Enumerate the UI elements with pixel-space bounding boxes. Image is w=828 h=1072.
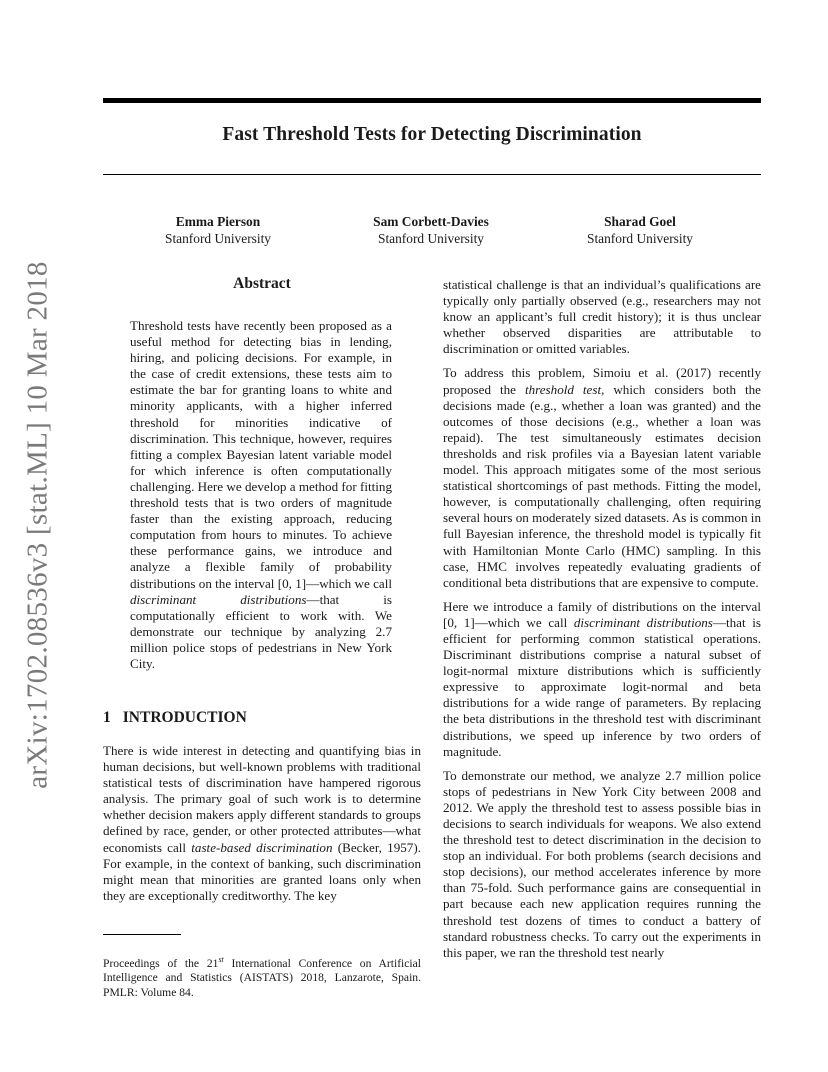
footnote-text: Proceedings of the 21: [103, 956, 219, 970]
paragraph: statistical challenge is that an individual’s qualifications are typically only partially observed (e.g., researchers may not know an applicant’s full credit history); it is thus unclear whether observed disparities are attributable to discrimination or omitted variables.: [443, 277, 761, 357]
footnote-rule: [103, 934, 181, 935]
footnote: [103, 953, 421, 1000]
arxiv-stamp: arXiv:1702.08536v3 [stat.ML] 10 Mar 2018: [21, 261, 54, 789]
paragraph-text: , which considers both the decisions made (e.g., whether a loan was granted) and the outcomes of those decisions (e.g., whether a loan was repaid). The test simultaneously estimates decision thresholds and risk profiles via a Bayesian latent variable model. This approach mitigates some of the most serious statistical shortcomings of past methods. Fitting the model, however, is computationally challenging, often requiring several hours on moderately sized datasets. As is common in full Bayesian inference, the threshold model is typically fit with Hamiltonian Monte Carlo (HMC) sampling. In this case, HMC involves repeatedly evaluating gradients of conditional beta distributions that are expensive to compute.: [443, 381, 761, 590]
author-affiliation: Stanford University: [587, 231, 693, 246]
paragraph-text: —that is efficient for performing common statistical operations. Discriminant distributions comprise a natural subset of logit-normal mixture distributions which is sufficiently expressive to approximate logit-normal and beta distributions for a wide range of parameters. By replacing the beta distributions in the threshold test with discriminant distributions, we speed up inference by two orders of magnitude.: [443, 614, 761, 759]
paper-title: Fast Threshold Tests for Detecting Discrimination: [222, 124, 642, 145]
author-block: [321, 213, 541, 247]
intro-text: There is wide interest in detecting and quantifying bias in human decisions, but well-known problems with traditional statistical tests of discrimination have hampered rigorous analysis. The primary goal of such work is to determine whether decision makers apply different standards to groups defined by race, gender, or other protected attributes—what economists call: [103, 743, 421, 855]
author-block: [108, 213, 328, 247]
author-name: Sam Corbett-Davies: [373, 214, 489, 229]
right-column: [443, 277, 761, 969]
intro-text: (Becker, 1957). For example, in the context of banking, such discrimination might mean that minorities are granted loans only when they are exceptionally creditworthy. The key: [103, 839, 421, 903]
abstract-text: —that is computationally efficient to work with. We demonstrate our technique by analyzing 2.7 million police stops of pedestrians in New York City.: [130, 591, 392, 671]
abstract-body: [130, 318, 392, 672]
paragraph: [443, 365, 761, 590]
author-affiliation: Stanford University: [378, 231, 484, 246]
paragraph: To demonstrate our method, we analyze 2.7 million police stops of pedestrians in New York City between 2008 and 2012. We apply the threshold test to assess possible bias in decisions to search individuals for weapons. We also extend the threshold test to detect discrimination in the decision to stop an individual. For both problems (search decisions and stop decisions), our method accelerates inference by more than 75-fold. Such performance gains are consequential in part because each new application requires running the threshold test dozens of times to conduct a battery of standard robustness checks. To carry out the experiments in this paper, we ran the threshold test nearly: [443, 767, 761, 960]
abstract-heading: Abstract: [233, 275, 291, 292]
abstract-emphasis: discriminant distributions: [130, 591, 307, 607]
section-title: INTRODUCTION: [122, 709, 247, 726]
author-block: [530, 213, 750, 247]
footnote-superscript: st: [218, 955, 224, 964]
paragraph: [443, 599, 761, 760]
bottom-title-rule: [103, 174, 761, 175]
author-affiliation: Stanford University: [165, 231, 271, 246]
paragraph-text: Here we introduce a family of distributions on the interval [0, 1]—which we call: [443, 598, 761, 630]
intro-emphasis: taste-based discrimination: [191, 839, 333, 855]
footnote-text: International Conference on Artificial Intelligence and Statistics (AISTATS) 2018, Lanzarote, Spain. PMLR: Volume 84.: [103, 956, 422, 999]
top-title-rule: [103, 98, 761, 103]
paragraph-emphasis: threshold test: [524, 381, 602, 397]
author-name: Emma Pierson: [175, 214, 261, 229]
paragraph-emphasis: discriminant distributions: [573, 614, 713, 630]
paragraph-text: To address this problem, Simoiu et al. (2017) recently proposed the: [443, 365, 761, 397]
abstract-text: Threshold tests have recently been proposed as a useful method for detecting bias in lending, hiring, and policing decisions. For example, in the case of credit extensions, these tests aim to estimate the bar for granting loans to white and minority applicants, with a higher inferred threshold for minorities indicative of discrimination. This technique, however, requires fitting a complex Bayesian latent variable model for which inference is often computationally challenging. Here we develop a method for fitting threshold tests that is two orders of magnitude faster than the existing approach, reducing computation from hours to minutes. To achieve these performance gains, we introduce and analyze a flexible family of probability distributions on the interval [0, 1]—which we call: [130, 318, 392, 591]
section-number: 1: [103, 709, 111, 726]
section-heading: [103, 709, 259, 727]
author-name: Sharad Goel: [604, 214, 676, 229]
intro-left-column: [103, 743, 421, 904]
